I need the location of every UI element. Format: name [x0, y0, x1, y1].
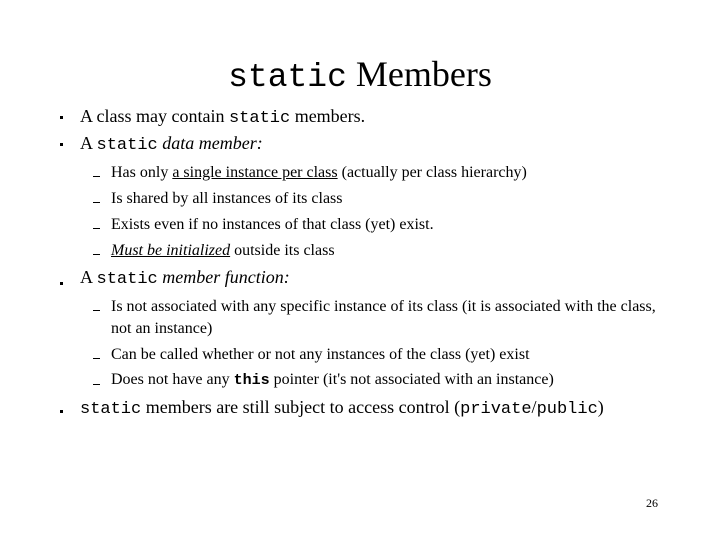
sub-bullet-dash: [93, 358, 100, 359]
page-number: 26: [646, 496, 658, 510]
title-code: static: [228, 59, 347, 96]
sub-bullet-initialized: Must be initialized outside its class: [111, 242, 335, 259]
bullet-static-member-function: A static member function:: [80, 267, 290, 289]
sub-bullet-dash: [93, 228, 100, 229]
sub-bullet-exists: Exists even if no instances of that class (yet) exist.: [111, 216, 434, 233]
bullet-static-members: A class may contain static members.: [80, 106, 366, 128]
bullet-dot: [60, 143, 63, 146]
title-text: Members: [355, 54, 492, 94]
bullet-access-control: static members are still subject to access control (private/public): [80, 397, 604, 419]
sub-bullet-shared: Is shared by all instances of its class: [111, 190, 343, 207]
bullet-dot: [60, 116, 63, 119]
sub-bullet-can-be-called: Can be called whether or not any instances of the class (yet) exist: [111, 346, 530, 363]
sub-bullet-dash: [93, 384, 100, 385]
sub-bullet-dash: [93, 254, 100, 255]
sub-bullet-dash: [93, 310, 100, 311]
sub-bullet-not-associated: Is not associated with any specific instance of its class (it is associated with the class, not an instance): [111, 298, 656, 337]
sub-bullet-no-this: Does not have any this pointer (it's not associated with an instance): [111, 371, 554, 389]
bullet-dot: [60, 282, 63, 285]
bullet-static-data-member: A static data member:: [80, 133, 263, 155]
sub-bullet-dash: [93, 202, 100, 203]
sub-bullet-single-instance: Has only a single instance per class (actually per class hierarchy): [111, 164, 527, 181]
bullet-dot: [60, 410, 63, 413]
slide-title: [0, 52, 720, 100]
sub-bullet-dash: [93, 176, 100, 177]
